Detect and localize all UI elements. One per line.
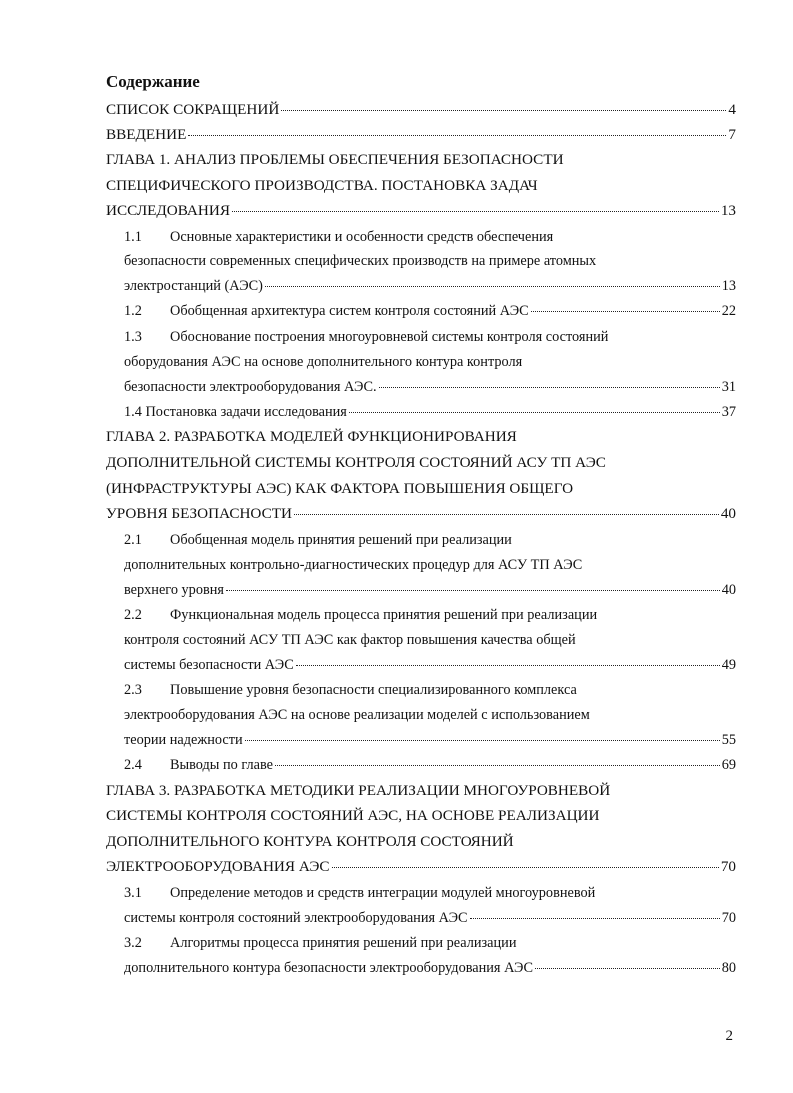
toc-entry-text: ДОПОЛНИТЕЛЬНОЙ СИСТЕМЫ КОНТРОЛЯ СОСТОЯНИЙ АСУ ТП АЭС (106, 454, 606, 471)
toc-entry[interactable] (124, 630, 576, 650)
toc-entry[interactable] (124, 705, 590, 725)
dot-leader (332, 866, 719, 868)
toc-entry-page: 4 (728, 101, 736, 118)
toc-entry-page: 22 (721, 303, 736, 319)
toc-entry-text: безопасности электрооборудования АЭС. (124, 379, 377, 395)
dot-leader (535, 967, 720, 969)
toc-entry-text: системы безопасности АЭС (124, 657, 294, 673)
toc-entry-number: 2.2 (124, 607, 142, 623)
toc-entry[interactable] (106, 857, 736, 877)
toc-entry[interactable] (124, 655, 736, 675)
toc-entry-text: электростанций (АЭС) (124, 278, 263, 294)
toc-entry[interactable] (124, 908, 736, 928)
toc-entry-text: безопасности современных специфических производств на примере атомных (124, 253, 597, 269)
toc-entry-page: 80 (721, 960, 736, 976)
toc-entry-text: оборудования АЭС на основе дополнительного контура контроля (124, 354, 523, 370)
dot-leader (470, 917, 720, 919)
toc-entry[interactable] (124, 555, 582, 575)
toc-entry-text: Основные характеристики и особенности средств обеспечения (170, 229, 554, 245)
toc-entry-number: 1.1 (124, 229, 142, 245)
toc-entry[interactable] (106, 806, 600, 826)
dot-leader (226, 589, 720, 591)
toc-entry-text: Повышение уровня безопасности специализированного комплекса (170, 682, 577, 698)
dot-leader (281, 109, 726, 111)
toc-entry-page: 40 (721, 582, 736, 598)
toc-entry-text: Функциональная модель процесса принятия решений при реализации (170, 607, 598, 623)
toc-entry[interactable] (106, 176, 538, 196)
dot-leader (245, 739, 720, 741)
toc-entry[interactable] (124, 933, 516, 953)
toc-entry[interactable] (124, 680, 577, 700)
toc-entry-text: Обобщенная модель принятия решений при реализации (170, 532, 512, 548)
toc-entry[interactable] (124, 958, 736, 978)
toc-entry-text: ЭЛЕКТРООБОРУДОВАНИЯ АЭС (106, 858, 330, 875)
toc-entry-text: (ИНФРАСТРУКТУРЫ АЭС) КАК ФАКТОРА ПОВЫШЕНИЯ ОБЩЕГО (106, 480, 574, 497)
toc-entry-text: ГЛАВА 2. РАЗРАБОТКА МОДЕЛЕЙ ФУНКЦИОНИРОВАНИЯ (106, 428, 517, 445)
toc-entry-page: 55 (721, 732, 736, 748)
toc-entry-text: Обоснование построения многоуровневой системы контроля состояний (170, 329, 609, 345)
toc-entry[interactable] (124, 377, 736, 397)
dot-leader (232, 210, 719, 212)
toc-entry[interactable] (124, 605, 597, 625)
dot-leader (379, 386, 720, 388)
toc-entry-page: 7 (728, 126, 736, 143)
toc-entry[interactable] (106, 125, 736, 145)
toc-entry-text: ИССЛЕДОВАНИЯ (106, 202, 230, 219)
toc-entry-text: верхнего уровня (124, 582, 224, 598)
toc-entry[interactable] (124, 301, 736, 321)
toc-entry-number: 3.1 (124, 885, 142, 901)
toc-entry-page: 31 (721, 379, 736, 395)
toc-entry-page: 70 (721, 910, 736, 926)
toc-entry-page: 40 (720, 505, 736, 522)
toc-entry-text: СПИСОК СОКРАЩЕНИЙ (106, 101, 280, 118)
toc-entry-page: 13 (721, 278, 736, 294)
toc-entry[interactable] (106, 453, 606, 473)
toc-entry[interactable] (124, 580, 736, 600)
toc-entry-number: 2.3 (124, 682, 142, 698)
toc-entry-page: 69 (721, 757, 736, 773)
toc-entry-text: электрооборудования АЭС на основе реализации моделей с использованием (124, 707, 590, 723)
dot-leader (265, 285, 720, 287)
toc-entry-number: 2.1 (124, 532, 142, 548)
toc-entry-number: 1.3 (124, 329, 142, 345)
dot-leader (294, 513, 719, 515)
toc-entry-page: 70 (720, 858, 736, 875)
dot-leader (188, 134, 726, 136)
toc-entry[interactable] (124, 227, 553, 247)
toc-entry-text: ГЛАВА 1. АНАЛИЗ ПРОБЛЕМЫ ОБЕСПЕЧЕНИЯ БЕЗОПАСНОСТИ (106, 151, 564, 168)
toc-entry-page: 49 (721, 657, 736, 673)
toc-entry-text: Обобщенная архитектура систем контроля состояний АЭС (170, 303, 529, 319)
dot-leader (275, 764, 720, 766)
dot-leader (349, 411, 720, 413)
toc-entry[interactable] (106, 832, 514, 852)
toc-entry-number: 3.2 (124, 935, 142, 951)
toc-entry[interactable] (106, 150, 564, 170)
toc-entry-text: ДОПОЛНИТЕЛЬНОГО КОНТУРА КОНТРОЛЯ СОСТОЯНИЙ (106, 833, 514, 850)
toc-entry[interactable] (124, 530, 512, 550)
toc-entry-text: Определение методов и средств интеграции модулей многоуровневой (170, 885, 596, 901)
toc-title: Содержание (106, 72, 200, 91)
toc-entry-text: Выводы по главе (170, 757, 273, 773)
toc-entry-text: ВВЕДЕНИЕ (106, 126, 187, 143)
toc-entry-text: УРОВНЯ БЕЗОПАСНОСТИ (106, 505, 292, 522)
toc-entry[interactable] (124, 730, 736, 750)
toc-entry[interactable] (124, 251, 596, 271)
toc-entry[interactable] (106, 201, 736, 221)
toc-entry[interactable] (106, 100, 736, 120)
toc-entry-text: Алгоритмы процесса принятия решений при реализации (170, 935, 517, 951)
toc-entry[interactable] (106, 781, 610, 801)
dot-leader (296, 664, 720, 666)
toc-entry-text: ГЛАВА 3. РАЗРАБОТКА МЕТОДИКИ РЕАЛИЗАЦИИ МНОГОУРОВНЕВОЙ (106, 782, 611, 799)
page-number: 2 (725, 1028, 733, 1044)
toc-entry-number: 1.2 (124, 303, 142, 319)
toc-entry[interactable] (106, 479, 573, 499)
toc-entry-text: СПЕЦИФИЧЕСКОГО ПРОИЗВОДСТВА. ПОСТАНОВКА ЗАДАЧ (106, 177, 538, 194)
toc-entry[interactable] (124, 327, 608, 347)
toc-entry[interactable] (106, 427, 517, 447)
toc-entry-text: системы контроля состояний электрооборудования АЭС (124, 910, 468, 926)
toc-entry-number: 2.4 (124, 757, 142, 773)
toc-entry[interactable] (124, 352, 522, 372)
toc-entry[interactable] (124, 755, 736, 775)
toc-entry[interactable] (124, 883, 595, 903)
toc-entry-text: контроля состояний АСУ ТП АЭС как фактор повышения качества общей (124, 632, 576, 648)
toc-entry-page: 13 (720, 202, 736, 219)
dot-leader (531, 310, 720, 312)
toc-entry[interactable] (124, 402, 736, 422)
toc-entry[interactable] (124, 276, 736, 296)
toc-entry-text: теории надежности (124, 732, 243, 748)
toc-entry-text: СИСТЕМЫ КОНТРОЛЯ СОСТОЯНИЙ АЭС, НА ОСНОВЕ РЕАЛИЗАЦИИ (106, 807, 600, 824)
toc-entry-text: дополнительных контрольно-диагностических процедур для АСУ ТП АЭС (124, 557, 583, 573)
toc-entry-text: дополнительного контура безопасности электрооборудования АЭС (124, 960, 534, 976)
toc-entry-text: 1.4 Постановка задачи исследования (124, 404, 347, 420)
toc-entry-page: 37 (721, 404, 736, 420)
toc-entry[interactable] (106, 504, 736, 524)
